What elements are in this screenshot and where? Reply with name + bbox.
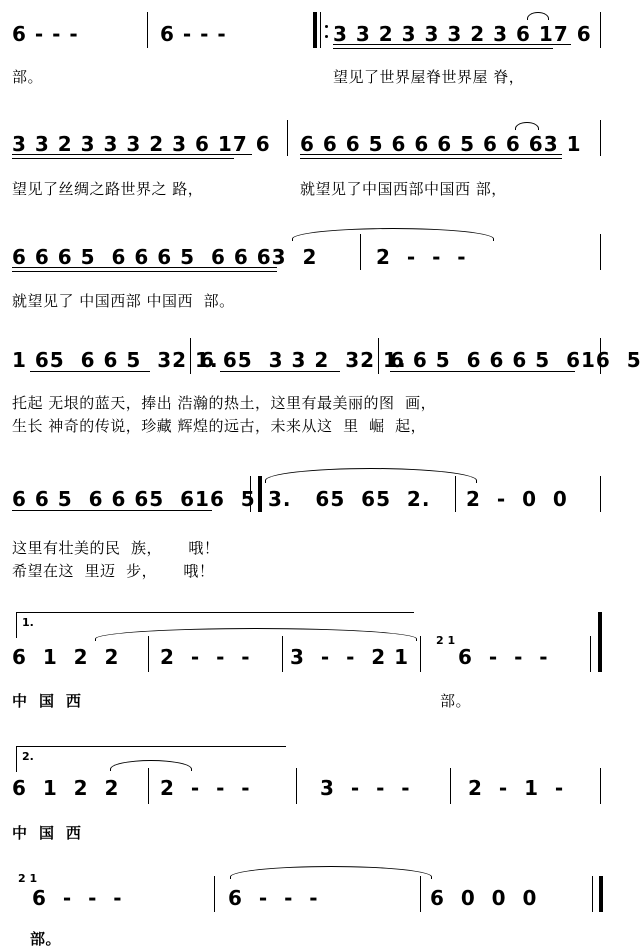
row8-notes-b: 6 - - - xyxy=(228,886,319,910)
row1-lyric-b: 望见了世界屋脊世界屋 脊， xyxy=(333,68,525,86)
volta-number: 2. xyxy=(22,750,34,763)
barline xyxy=(600,12,601,48)
volta-bracket-edge xyxy=(16,746,17,772)
row4-notes-c: 6 6 5 6 6 6 5 616 5 xyxy=(390,348,642,372)
barline xyxy=(287,120,288,156)
beam-line xyxy=(12,158,234,159)
repeat-end-thick xyxy=(598,612,602,672)
beam-line xyxy=(12,267,277,268)
barline xyxy=(148,636,149,672)
row5-notes-c: 2 - 0 0 xyxy=(466,487,568,511)
barline xyxy=(296,768,297,804)
beam-line xyxy=(333,48,553,49)
grace-notes: 2 1 xyxy=(436,634,456,647)
barline xyxy=(600,120,601,156)
beam-line xyxy=(12,510,212,511)
final-barline-thin xyxy=(592,876,593,912)
row6-notes-c: 3 - - 2 1 xyxy=(290,645,410,669)
row2-notes-b: 6 6 6 5 6 6 6 5 6 6 63 1 xyxy=(300,132,582,156)
row1-notes-b: 6 - - - xyxy=(160,22,227,46)
row2-lyric-b: 就望见了中国西部中国西 部， xyxy=(300,180,507,198)
barline xyxy=(600,338,601,374)
barline xyxy=(148,768,149,804)
volta-bracket-edge xyxy=(16,612,17,638)
barline xyxy=(450,768,451,804)
barline xyxy=(600,768,601,804)
repeat-dot xyxy=(325,25,328,28)
row8-notes-c: 6 0 0 0 xyxy=(430,886,538,910)
row6-notes-b: 2 - - - xyxy=(160,645,251,669)
slur xyxy=(515,122,539,130)
tie xyxy=(110,760,192,771)
row6-notes-d: 6 - - - xyxy=(458,645,549,669)
beam-line xyxy=(300,154,562,155)
row7-notes-d: 2 - 1 - xyxy=(468,776,565,800)
barline xyxy=(360,234,361,270)
row6-lyric-a: 中 国 西 xyxy=(12,692,82,710)
beam-line xyxy=(390,371,575,372)
repeat-dot xyxy=(325,35,328,38)
tie xyxy=(230,866,432,879)
tie xyxy=(292,228,494,241)
row5-notes-b: 3. 65 65 2. xyxy=(268,487,431,511)
row8-notes-a: 6 - - - xyxy=(32,886,123,910)
tie xyxy=(95,628,417,641)
row7-notes-b: 2 - - - xyxy=(160,776,251,800)
repeat-end-thin xyxy=(590,636,591,672)
beam-line xyxy=(220,371,340,372)
beam-line xyxy=(333,44,571,45)
beam-line xyxy=(30,371,150,372)
row7-notes-a: 6 1 2 2 xyxy=(12,776,120,800)
tie xyxy=(265,468,477,483)
beam-line xyxy=(12,154,252,155)
barline xyxy=(455,476,456,512)
barline xyxy=(214,876,215,912)
row3-lyric: 就望见了 中国西部 中国西 部。 xyxy=(12,292,235,310)
barline xyxy=(420,636,421,672)
barline xyxy=(378,338,379,374)
row1-notes-a: 6 - - - xyxy=(12,22,79,46)
row5-notes-a: 6 6 5 6 6 65 616 5 xyxy=(12,487,256,511)
row1-lyric-a: 部。 xyxy=(12,68,44,86)
row2-notes-a: 3 3 2 3 3 3 2 3 6 17 6 xyxy=(12,132,271,156)
beam-line xyxy=(12,271,277,272)
row6-lyric-b: 部。 xyxy=(440,692,472,710)
barline xyxy=(250,476,251,512)
barline xyxy=(600,234,601,270)
barline xyxy=(282,636,283,672)
row6-notes-a: 6 1 2 2 xyxy=(12,645,120,669)
final-barline-thick xyxy=(599,876,603,912)
row2-lyric-a: 望见了丝绸之路世界之 路， xyxy=(12,180,204,198)
row4-lyric-a: 托起 无垠的蓝天，捧出 浩瀚的热土，这里有最美丽的图 画， xyxy=(12,394,437,412)
row3-notes-b: 2 - - - xyxy=(376,245,467,269)
row4-notes-b: 6 65 3 3 2 32 1. xyxy=(200,348,407,372)
row7-lyric: 中 国 西 xyxy=(12,824,82,842)
row3-notes-a: 6 6 6 5 6 6 6 5 6 6 63 2 xyxy=(12,245,318,269)
row7-notes-c: 3 - - - xyxy=(320,776,411,800)
barline xyxy=(420,876,421,912)
slur xyxy=(527,12,549,20)
row5-lyric-a: 这里有壮美的民 族， 哦！ xyxy=(12,539,220,557)
volta-number: 1. xyxy=(22,616,34,629)
barline xyxy=(147,12,148,48)
row4-lyric-b: 生长 神奇的传说，珍藏 辉煌的远古，未来从这 里 崛 起， xyxy=(12,417,427,435)
repeat-start-thick xyxy=(313,12,317,48)
grace-notes: 2 1 xyxy=(18,872,38,885)
volta-bracket xyxy=(16,612,414,613)
row1-notes-c: 3 3 2 3 3 3 2 3 6 17 6 xyxy=(333,22,592,46)
row8-lyric: 部。 xyxy=(30,930,62,948)
beam-line xyxy=(300,158,562,159)
repeat-start-thin xyxy=(320,12,321,48)
barline-thick xyxy=(258,476,262,512)
row5-lyric-b: 希望在这 里迈 步， 哦！ xyxy=(12,562,215,580)
barline xyxy=(190,338,191,374)
barline xyxy=(600,476,601,512)
volta-bracket xyxy=(16,746,286,747)
row4-notes-a: 1 65 6 6 5 32 1. xyxy=(12,348,219,372)
